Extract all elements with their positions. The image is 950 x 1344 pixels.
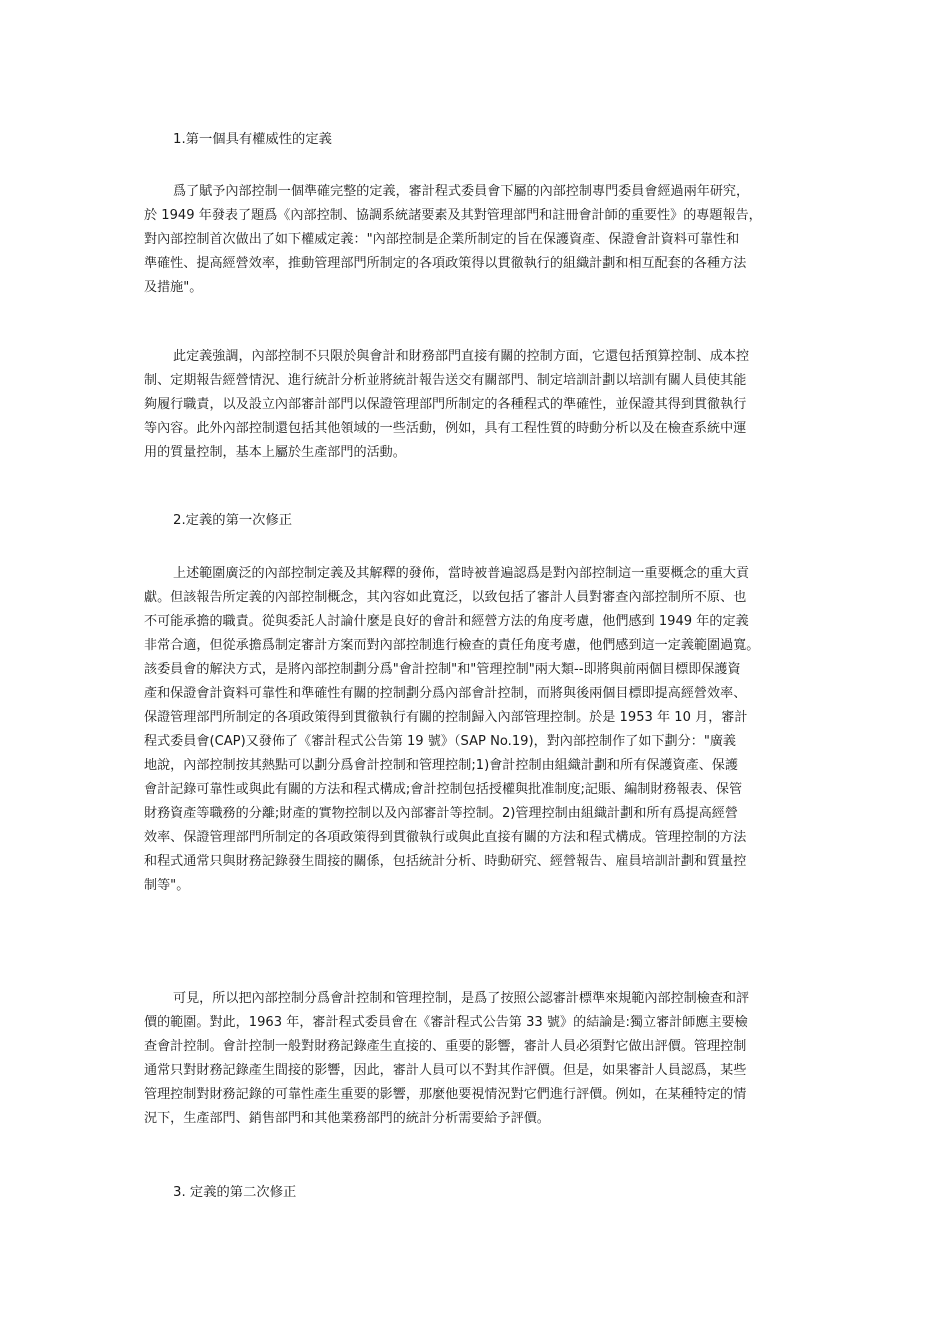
paragraph-line: 程式委員會(CAP)又發佈了《審計程式公告第 19 號》（SAP No.19)，對內部控制作了如下劃分："廣義 (144, 734, 737, 749)
paragraph-2-1 (144, 562, 824, 898)
paragraph-line: 保證管理部門所制定的各項政策得到貫徹執行有關的控制歸入內部管理控制。於是 1953 年 10 月，審計 (144, 710, 748, 725)
paragraph-line: 於 1949 年發表了題爲《內部控制、協調系統諸要素及其對管理部門和註冊會計師的重要性》的專題報告， (144, 208, 762, 223)
section-heading-3: 3. 定義的第二次修正 (173, 1185, 297, 1200)
paragraph-line: 價的範圍。對此，1963 年，審計程式委員會在《審計程式公告第 33 號》的結論是:獨立審計師應主要檢 (144, 1015, 748, 1030)
paragraph-1-2 (144, 345, 824, 465)
paragraph-line: 獻。但該報告所定義的內部控制概念，其內容如此寬泛，以致包括了審計人員對審查內部控制所不原、也 (144, 590, 747, 605)
paragraph-line: 不可能承擔的職責。從與委託人討論什麼是良好的會計和經營方法的角度考慮，他們感到 1949 年的定義 (144, 614, 749, 629)
paragraph-line: 和程式通常只與財務記錄發生間接的關係，包括統計分析、時動研究、經營報告、雇員培訓計劃和質量控 (144, 854, 747, 869)
paragraph-line: 可見，所以把內部控制分爲會計控制和管理控制，是爲了按照公認審計標準來規範內部控制檢查和評 (173, 991, 750, 1006)
paragraph-line: 查會計控制。會計控制一般對財務記錄產生直接的、重要的影響，審計人員必須對它做出評價。管理控制 (144, 1039, 747, 1054)
paragraph-line: 制、定期報告經營情況、進行統計分析並將統計報告送交有關部門、制定培訓計劃以培訓有關人員使其能 (144, 373, 747, 388)
paragraph-line: 制等"。 (144, 878, 190, 893)
paragraph-line: 該委員會的解決方式，是將內部控制劃分爲"會計控制"和"管理控制"兩大類--即將與前兩個目標即保護資 (144, 662, 741, 677)
paragraph-line: 財務資產等職務的分離;財產的實物控制以及內部審計等控制。2)管理控制由組織計劃和所有爲提高經營 (144, 806, 738, 821)
paragraph-2-2 (144, 987, 824, 1131)
paragraph-line: 產和保證會計資料可靠性和準確性有關的控制劃分爲內部會計控制，而將與後兩個目標即提高經營效率、 (144, 686, 747, 701)
paragraph-line: 爲了賦予內部控制一個準確完整的定義，審計程式委員會下屬的內部控制專門委員會經過兩年研究， (173, 184, 750, 199)
paragraph-line: 管理控制對財務記錄的可靠性產生重要的影響，那麼他要視情況對它們進行評價。例如，在某種特定的情 (144, 1087, 747, 1102)
paragraph-line: 對內部控制首次做出了如下權威定義："內部控制是企業所制定的旨在保護資產、保證會計資料可靠性和 (144, 232, 740, 247)
paragraph-line: 及措施"。 (144, 280, 203, 295)
section-heading-1: 1.第一個具有權威性的定義 (173, 132, 332, 147)
paragraph-line: 此定義強調，內部控制不只限於與會計和財務部門直接有關的控制方面，它還包括預算控制、成本控 (173, 349, 750, 364)
paragraph-line: 上述範圍廣泛的內部控制定義及其解釋的發佈，當時被普遍認爲是對內部控制這一重要概念的重大貢 (173, 566, 750, 581)
section-heading-2: 2.定義的第一次修正 (173, 513, 293, 528)
paragraph-line: 夠履行職責，以及設立內部審計部門以保證管理部門所制定的各種程式的準確性，並保證其得到貫徹執行 (144, 397, 747, 412)
paragraph-line: 效率、保證管理部門所制定的各項政策得到貫徹執行或與此直接有關的方法和程式構成。管理控制的方法 (144, 830, 747, 845)
paragraph-line: 等內容。此外內部控制還包括其他領域的一些活動，例如，具有工程性質的時動分析以及在檢查系統中運 (144, 421, 747, 436)
paragraph-line: 非常合適，但從承擔爲制定審計方案而對內部控制進行檢查的責任角度考慮，他們感到這一定義範圍過寬。 (144, 638, 760, 653)
paragraph-1-1 (144, 180, 824, 300)
paragraph-line: 準確性、提高經營效率，推動管理部門所制定的各項政策得以貫徹執行的組織計劃和相互配套的各種方法 (144, 256, 747, 271)
paragraph-line: 地說，內部控制按其熱點可以劃分爲會計控制和管理控制;1)會計控制由組織計劃和所有保護資產、保護 (144, 758, 738, 773)
paragraph-line: 會計記錄可靠性或與此有關的方法和程式構成;會計控制包括授權與批准制度;記賬、編制財務報表、保管 (144, 782, 743, 797)
paragraph-line: 況下，生產部門、銷售部門和其他業務部門的統計分析需要給予評價。 (144, 1111, 550, 1126)
paragraph-line: 通常只對財務記錄產生間接的影響，因此，審計人員可以不對其作評價。但是，如果審計人員認爲，某些 (144, 1063, 747, 1078)
paragraph-line: 用的質量控制，基本上屬於生產部門的活動。 (144, 445, 406, 460)
